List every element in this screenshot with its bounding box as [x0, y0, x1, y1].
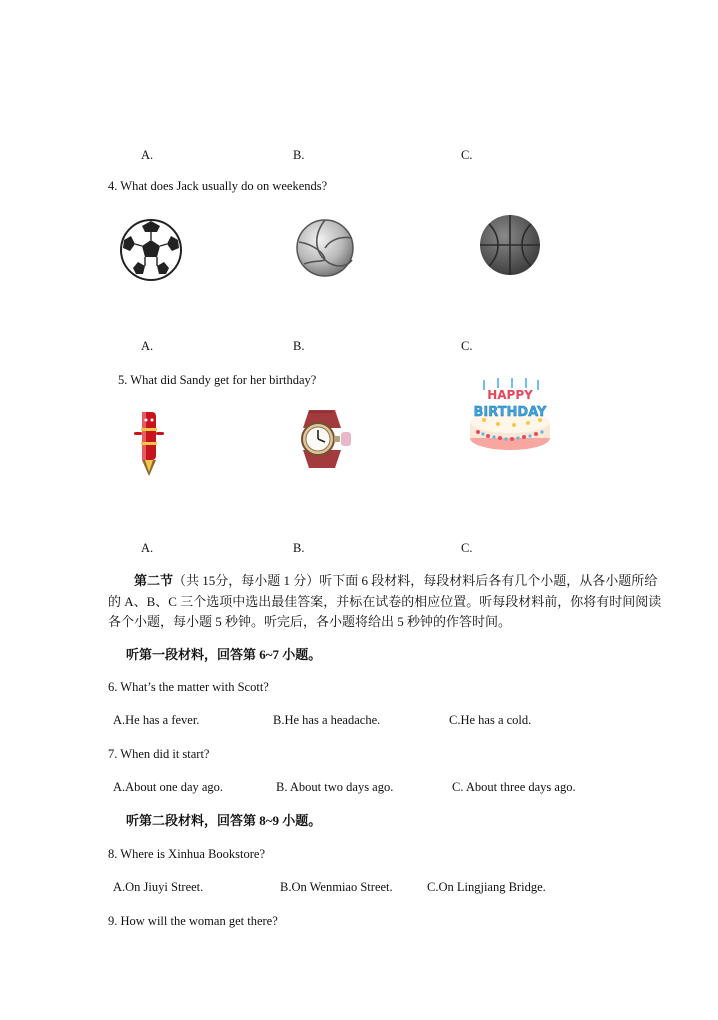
soccer-ball-icon [118, 218, 184, 282]
option-a-label: A. [141, 148, 154, 162]
pen-icon [128, 408, 168, 480]
part-1-instruction: 听第一段材料，回答第 6~7 小题。 [126, 647, 322, 662]
question-5: 5. What did Sandy get for her birthday? [118, 373, 317, 387]
question-7: 7. When did it start? [108, 747, 210, 761]
option-a-label: A. [141, 339, 154, 353]
q7-option-c: C. About three days ago. [452, 780, 576, 794]
q6-option-c: C.He has a cold. [449, 713, 532, 727]
q8-option-c: C.On Lingjiang Bridge. [427, 880, 546, 894]
birthday-cake-icon [464, 372, 556, 454]
option-c-label: C. [461, 148, 473, 162]
option-c-label: C. [461, 339, 473, 353]
question-4: 4. What does Jack usually do on weekends? [108, 179, 328, 193]
basketball-icon [477, 212, 543, 278]
q7-option-b: B. About two days ago. [276, 780, 394, 794]
section-2-instructions [108, 571, 664, 633]
q6-option-a: A.He has a fever. [113, 713, 200, 727]
cake-text-happy: HAPPY [487, 388, 533, 402]
option-b-label: B. [293, 541, 305, 555]
question-9: 9. How will the woman get there? [108, 914, 278, 928]
option-a-label: A. [141, 541, 154, 555]
option-b-label: B. [293, 339, 305, 353]
cake-text-birthday: BIRTHDAY [473, 405, 547, 420]
part-2-instruction: 听第二段材料，回答第 8~9 小题。 [126, 813, 322, 828]
volleyball-icon [294, 216, 356, 280]
option-c-label: C. [461, 541, 473, 555]
q6-option-b: B.He has a headache. [273, 713, 381, 727]
question-6: 6. What’s the matter with Scott? [108, 680, 269, 694]
q7-option-a: A.About one day ago. [113, 780, 224, 794]
q8-option-a: A.On Jiuyi Street. [113, 880, 204, 894]
question-8: 8. Where is Xinhua Bookstore? [108, 847, 266, 861]
q8-option-b: B.On Wenmiao Street. [280, 880, 393, 894]
watch-icon [287, 406, 353, 470]
section-2-heading: 第二节 [134, 573, 174, 588]
option-b-label: B. [293, 148, 305, 162]
section-2-text: （共 15分，每小题 1 分）听下面 6 段材料，每段材料后各有几个小题，从各小题所给的 A、B、C 三个选项中选出最佳答案，并标在试卷的相应位置。听每段材料前，你将有时间阅读各个小题，每小题 5 秒钟。听完后，各小题将给出 5 秒钟的作答时间。 [108, 573, 662, 629]
